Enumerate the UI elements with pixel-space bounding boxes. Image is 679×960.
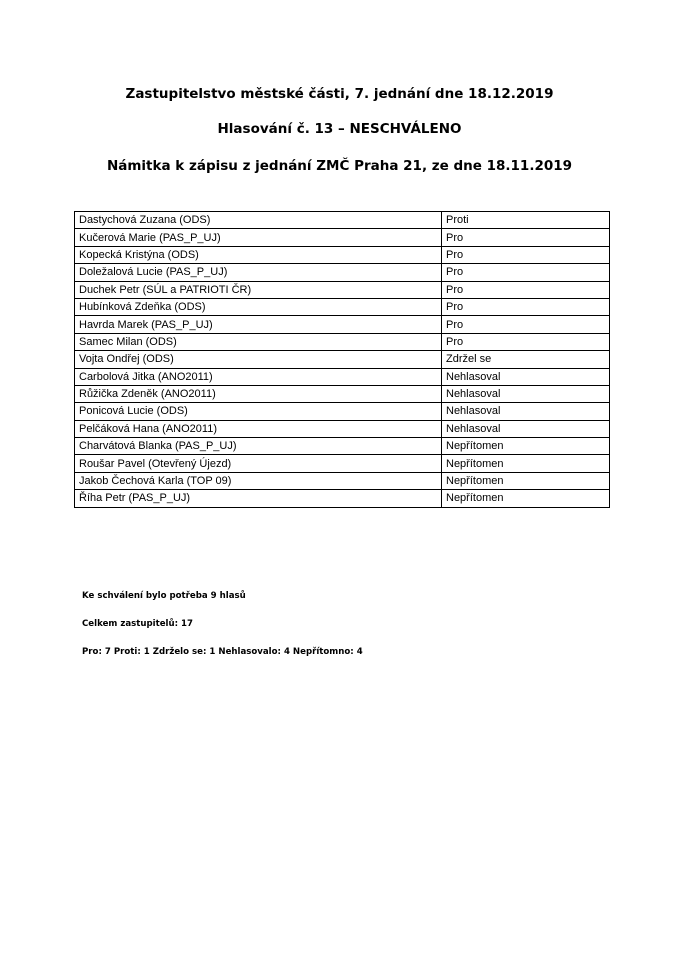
- table-row: [75, 298, 610, 315]
- member-vote: Proti: [442, 212, 610, 229]
- member-name: Kučerová Marie (PAS_P_UJ): [75, 229, 442, 246]
- table-row: [75, 490, 610, 507]
- vote-tally: Pro: 7 Proti: 1 Zdrželo se: 1 Nehlasovalo: 4 Nepřítomno: 4: [82, 647, 363, 657]
- member-name: Dastychová Zuzana (ODS): [75, 212, 442, 229]
- member-vote: Nepřítomen: [442, 438, 610, 455]
- member-name: Samec Milan (ODS): [75, 333, 442, 350]
- table-row: [75, 385, 610, 402]
- member-vote: Nehlasoval: [442, 420, 610, 437]
- member-vote: Pro: [442, 333, 610, 350]
- vote-subject: Námitka k zápisu z jednání ZMČ Praha 21, ze dne 18.11.2019: [106, 158, 573, 174]
- member-vote: Pro: [442, 316, 610, 333]
- member-name: Doležalová Lucie (PAS_P_UJ): [75, 264, 442, 281]
- member-vote: Nepřítomen: [442, 455, 610, 472]
- member-name: Vojta Ondřej (ODS): [75, 351, 442, 368]
- member-vote: Nehlasoval: [442, 368, 610, 385]
- table-row: [75, 264, 610, 281]
- member-vote: Pro: [442, 229, 610, 246]
- member-vote: Pro: [442, 246, 610, 263]
- member-name: Růžička Zdeněk (ANO2011): [75, 385, 442, 402]
- member-name: Havrda Marek (PAS_P_UJ): [75, 316, 442, 333]
- table-row: [75, 212, 610, 229]
- table-row: [75, 229, 610, 246]
- vote-number-result: Hlasování č. 13 – NESCHVÁLENO: [217, 121, 462, 137]
- member-name: Hubínková Zdeňka (ODS): [75, 298, 442, 315]
- member-name: Roušar Pavel (Otevřený Újezd): [75, 455, 442, 472]
- table-row: [75, 472, 610, 489]
- table-row: [75, 438, 610, 455]
- member-name: Jakob Čechová Karla (TOP 09): [75, 472, 442, 489]
- member-vote: Nehlasoval: [442, 385, 610, 402]
- table-row: [75, 333, 610, 350]
- member-vote: Pro: [442, 281, 610, 298]
- member-vote: Nepřítomen: [442, 472, 610, 489]
- member-name: Říha Petr (PAS_P_UJ): [75, 490, 442, 507]
- member-vote: Zdržel se: [442, 351, 610, 368]
- member-name: Charvátová Blanka (PAS_P_UJ): [75, 438, 442, 455]
- required-votes-note: Ke schválení bylo potřeba 9 hlasů: [82, 591, 246, 601]
- table-row: [75, 455, 610, 472]
- session-title: Zastupitelstvo městské části, 7. jednání dne 18.12.2019: [125, 86, 554, 102]
- member-name: Kopecká Kristýna (ODS): [75, 246, 442, 263]
- table-row: [75, 316, 610, 333]
- table-row: [75, 403, 610, 420]
- member-name: Carbolová Jitka (ANO2011): [75, 368, 442, 385]
- member-name: Ponicová Lucie (ODS): [75, 403, 442, 420]
- member-vote: Nepřítomen: [442, 490, 610, 507]
- member-vote: Pro: [442, 298, 610, 315]
- member-vote: Pro: [442, 264, 610, 281]
- table-row: [75, 246, 610, 263]
- table-row: [75, 420, 610, 437]
- total-members-note: Celkem zastupitelů: 17: [82, 619, 193, 629]
- table-row: [75, 281, 610, 298]
- member-name: Duchek Petr (SÚL a PATRIOTI ČR): [75, 281, 442, 298]
- table-row: [75, 368, 610, 385]
- member-vote: Nehlasoval: [442, 403, 610, 420]
- votes-table: [74, 211, 610, 508]
- table-row: [75, 351, 610, 368]
- member-name: Pelčáková Hana (ANO2011): [75, 420, 442, 437]
